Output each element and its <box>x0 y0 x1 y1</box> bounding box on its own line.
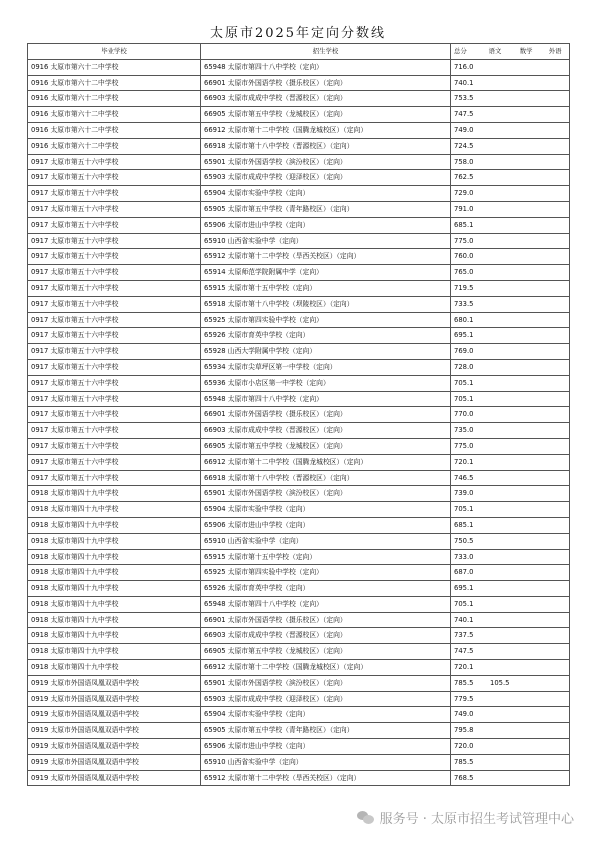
cell-scores <box>451 296 570 312</box>
cell-target: 65905 太原市第五中学校（青年路校区）（定向） <box>201 723 451 739</box>
table-header-row <box>28 44 570 60</box>
cell-school: 0919 太原市外国语凤凰双语中学校 <box>28 691 201 707</box>
table-row <box>28 170 570 186</box>
header-school: 毕业学校 <box>28 44 201 60</box>
cell-scores <box>451 486 570 502</box>
cell-target: 65915 太原市第十五中学校（定向） <box>201 280 451 296</box>
wechat-icon <box>357 811 374 824</box>
cell-school: 0919 太原市外国语凤凰双语中学校 <box>28 754 201 770</box>
cell-target: 65926 太原市育英中学校（定向） <box>201 581 451 597</box>
cell-total: 769.0 <box>454 347 474 356</box>
table-row <box>28 344 570 360</box>
cell-target: 65912 太原市第十二中学校（旱西关校区）（定向） <box>201 249 451 265</box>
cell-target: 65901 太原市外国语学校（滨汾校区）（定向） <box>201 675 451 691</box>
cell-scores <box>451 707 570 723</box>
watermark <box>357 808 574 827</box>
cell-total: 762.5 <box>454 173 474 182</box>
cell-school: 0917 太原市第五十六中学校 <box>28 249 201 265</box>
cell-school: 0918 太原市第四十九中学校 <box>28 644 201 660</box>
cell-total: 735.0 <box>454 426 474 435</box>
cell-total: 750.5 <box>454 536 474 545</box>
table-row <box>28 391 570 407</box>
cell-total: 737.5 <box>454 631 474 640</box>
cell-total: 785.5 <box>454 757 474 766</box>
cell-chinese: 105.5 <box>490 678 510 687</box>
cell-total: 779.5 <box>454 694 474 703</box>
cell-scores <box>451 549 570 565</box>
cell-school: 0918 太原市第四十九中学校 <box>28 581 201 597</box>
cell-total: 733.5 <box>454 299 474 308</box>
cell-target: 66905 太原市第五中学校（龙城校区）（定向） <box>201 644 451 660</box>
cell-scores <box>451 754 570 770</box>
cell-total: 768.5 <box>454 773 474 782</box>
cell-school: 0918 太原市第四十九中学校 <box>28 596 201 612</box>
cell-scores <box>451 502 570 518</box>
cell-school: 0917 太原市第五十六中学校 <box>28 407 201 423</box>
cell-target: 65948 太原市第四十八中学校（定向） <box>201 59 451 75</box>
cell-target: 65903 太原市成成中学校（迎泽校区）（定向） <box>201 170 451 186</box>
cell-school: 0917 太原市第五十六中学校 <box>28 186 201 202</box>
table-row <box>28 375 570 391</box>
cell-school: 0919 太原市外国语凤凰双语中学校 <box>28 707 201 723</box>
table-row <box>28 470 570 486</box>
cell-target: 66905 太原市第五中学校（龙城校区）（定向） <box>201 107 451 123</box>
table-row <box>28 691 570 707</box>
cell-school: 0918 太原市第四十九中学校 <box>28 612 201 628</box>
cell-school: 0917 太原市第五十六中学校 <box>28 375 201 391</box>
table-row <box>28 233 570 249</box>
table-row <box>28 59 570 75</box>
cell-scores <box>451 423 570 439</box>
table-row <box>28 581 570 597</box>
cell-target: 66918 太原市第十八中学校（晋源校区）（定向） <box>201 470 451 486</box>
cell-scores <box>451 517 570 533</box>
cell-scores <box>451 691 570 707</box>
cell-school: 0917 太原市第五十六中学校 <box>28 280 201 296</box>
cell-target: 65901 太原市外国语学校（滨汾校区）（定向） <box>201 486 451 502</box>
cell-total: 680.1 <box>454 315 474 324</box>
cell-total: 733.0 <box>454 552 474 561</box>
cell-school: 0918 太原市第四十九中学校 <box>28 549 201 565</box>
cell-scores <box>451 660 570 676</box>
table-row <box>28 502 570 518</box>
cell-school: 0919 太原市外国语凤凰双语中学校 <box>28 770 201 786</box>
cell-total: 695.1 <box>454 331 474 340</box>
cell-scores <box>451 533 570 549</box>
cell-total: 758.0 <box>454 157 474 166</box>
cell-total: 740.1 <box>454 615 474 624</box>
cell-school: 0918 太原市第四十九中学校 <box>28 486 201 502</box>
cell-school: 0916 太原市第六十二中学校 <box>28 59 201 75</box>
cell-target: 66903 太原市成成中学校（晋源校区）（定向） <box>201 91 451 107</box>
cell-scores <box>451 280 570 296</box>
cell-scores <box>451 344 570 360</box>
table-row <box>28 107 570 123</box>
cell-school: 0919 太原市外国语凤凰双语中学校 <box>28 739 201 755</box>
cell-scores <box>451 612 570 628</box>
table-row <box>28 675 570 691</box>
cell-target: 65910 山西省实验中学（定向） <box>201 533 451 549</box>
cell-school: 0917 太原市第五十六中学校 <box>28 217 201 233</box>
page-title: 太原市2025年定向分数线 <box>209 26 387 41</box>
cell-scores <box>451 186 570 202</box>
cell-target: 65934 太原市尖草坪区第一中学校（定向） <box>201 359 451 375</box>
cell-target: 66903 太原市成成中学校（晋源校区）（定向） <box>201 628 451 644</box>
cell-scores <box>451 770 570 786</box>
cell-school: 0917 太原市第五十六中学校 <box>28 233 201 249</box>
table-row <box>28 407 570 423</box>
cell-target: 66901 太原市外国语学校（摄乐校区）（定向） <box>201 407 451 423</box>
cell-target: 65906 太原市进山中学校（定向） <box>201 217 451 233</box>
cell-school: 0917 太原市第五十六中学校 <box>28 296 201 312</box>
cell-school: 0917 太原市第五十六中学校 <box>28 344 201 360</box>
cell-total: 695.1 <box>454 584 474 593</box>
cell-total: 685.1 <box>454 220 474 229</box>
table-row <box>28 739 570 755</box>
cell-scores <box>451 154 570 170</box>
cell-scores <box>451 170 570 186</box>
cell-school: 0916 太原市第六十二中学校 <box>28 91 201 107</box>
cell-school: 0916 太原市第六十二中学校 <box>28 138 201 154</box>
table-row <box>28 138 570 154</box>
table-row <box>28 754 570 770</box>
cell-total: 705.1 <box>454 378 474 387</box>
cell-total: 720.0 <box>454 742 474 751</box>
table-row <box>28 533 570 549</box>
cell-total: 719.5 <box>454 283 474 292</box>
table-row <box>28 91 570 107</box>
cell-target: 66901 太原市外国语学校（摄乐校区）（定向） <box>201 612 451 628</box>
cell-total: 749.0 <box>454 710 474 719</box>
cell-scores <box>451 233 570 249</box>
cell-scores <box>451 438 570 454</box>
cell-target: 65901 太原市外国语学校（滨汾校区）（定向） <box>201 154 451 170</box>
table-row <box>28 186 570 202</box>
cell-scores <box>451 470 570 486</box>
cell-total: 729.0 <box>454 189 474 198</box>
cell-scores <box>451 201 570 217</box>
cell-scores <box>451 107 570 123</box>
table-row <box>28 75 570 91</box>
cell-school: 0917 太原市第五十六中学校 <box>28 438 201 454</box>
table-row <box>28 296 570 312</box>
cell-scores <box>451 265 570 281</box>
cell-target: 66901 太原市外国语学校（摄乐校区）（定向） <box>201 75 451 91</box>
cell-school: 0919 太原市外国语凤凰双语中学校 <box>28 675 201 691</box>
cell-school: 0917 太原市第五十六中学校 <box>28 454 201 470</box>
cell-total: 749.0 <box>454 125 474 134</box>
cell-scores <box>451 644 570 660</box>
cell-school: 0917 太原市第五十六中学校 <box>28 265 201 281</box>
cell-school: 0917 太原市第五十六中学校 <box>28 359 201 375</box>
cell-target: 65928 山西大学附属中学校（定向） <box>201 344 451 360</box>
header-english: 外语 <box>548 47 562 55</box>
cell-total: 740.1 <box>454 78 474 87</box>
header-target: 招生学校 <box>201 44 451 60</box>
cell-target: 65915 太原市第十五中学校（定向） <box>201 549 451 565</box>
cell-school: 0917 太原市第五十六中学校 <box>28 154 201 170</box>
cell-target: 65948 太原市第四十八中学校（定向） <box>201 391 451 407</box>
header-chinese: 语文 <box>488 47 502 55</box>
cell-total: 720.1 <box>454 457 474 466</box>
cell-total: 705.1 <box>454 505 474 514</box>
cell-school: 0917 太原市第五十六中学校 <box>28 312 201 328</box>
cell-target: 66912 太原市第十二中学校（国腾龙城校区）（定向） <box>201 660 451 676</box>
table-row <box>28 328 570 344</box>
cell-total: 739.0 <box>454 489 474 498</box>
cell-scores <box>451 565 570 581</box>
cell-total: 753.5 <box>454 94 474 103</box>
cell-target: 66905 太原市第五中学校（龙城校区）（定向） <box>201 438 451 454</box>
cell-target: 65926 太原市育英中学校（定向） <box>201 328 451 344</box>
cell-scores <box>451 122 570 138</box>
table-row <box>28 565 570 581</box>
header-total: 总分 <box>454 47 467 55</box>
cell-scores <box>451 407 570 423</box>
cell-target: 65910 山西省实验中学（定向） <box>201 233 451 249</box>
cell-target: 65906 太原市进山中学校（定向） <box>201 517 451 533</box>
cell-target: 65904 太原市实验中学校（定向） <box>201 186 451 202</box>
cell-school: 0918 太原市第四十九中学校 <box>28 660 201 676</box>
table-row <box>28 280 570 296</box>
cell-target: 66912 太原市第十二中学校（国腾龙城校区）（定向） <box>201 454 451 470</box>
cell-target: 65912 太原市第十二中学校（旱西关校区）（定向） <box>201 770 451 786</box>
score-table <box>27 43 570 786</box>
cell-target: 65910 山西省实验中学（定向） <box>201 754 451 770</box>
cell-total: 775.0 <box>454 441 474 450</box>
table-row <box>28 517 570 533</box>
cell-total: 746.5 <box>454 473 474 482</box>
cell-target: 65948 太原市第四十八中学校（定向） <box>201 596 451 612</box>
cell-target: 65904 太原市实验中学校（定向） <box>201 707 451 723</box>
table-row <box>28 454 570 470</box>
header-math: 数学 <box>519 47 533 55</box>
cell-school: 0918 太原市第四十九中学校 <box>28 533 201 549</box>
cell-target: 65906 太原市进山中学校（定向） <box>201 739 451 755</box>
cell-school: 0916 太原市第六十二中学校 <box>28 122 201 138</box>
cell-school: 0916 太原市第六十二中学校 <box>28 107 201 123</box>
cell-target: 66912 太原市第十二中学校（国腾龙城校区）（定向） <box>201 122 451 138</box>
cell-target: 65925 太原市第四实验中学校（定向） <box>201 312 451 328</box>
table-row <box>28 486 570 502</box>
cell-total: 747.5 <box>454 647 474 656</box>
cell-school: 0918 太原市第四十九中学校 <box>28 502 201 518</box>
cell-scores <box>451 312 570 328</box>
table-row <box>28 154 570 170</box>
cell-scores <box>451 375 570 391</box>
cell-total: 724.5 <box>454 141 474 150</box>
cell-scores <box>451 217 570 233</box>
cell-scores <box>451 628 570 644</box>
cell-total: 785.5 <box>454 678 474 687</box>
cell-total: 775.0 <box>454 236 474 245</box>
table-row <box>28 265 570 281</box>
cell-target: 65936 太原市小店区第一中学校（定向） <box>201 375 451 391</box>
cell-scores <box>451 739 570 755</box>
cell-target: 65905 太原市第五中学校（青年路校区）（定向） <box>201 201 451 217</box>
table-body <box>28 59 570 786</box>
cell-total: 747.5 <box>454 110 474 119</box>
table-row <box>28 249 570 265</box>
cell-total: 705.1 <box>454 599 474 608</box>
watermark-text: 服务号 · 太原市招生考试管理中心 <box>379 812 574 827</box>
cell-scores <box>451 581 570 597</box>
cell-school: 0917 太原市第五十六中学校 <box>28 470 201 486</box>
cell-total: 705.1 <box>454 394 474 403</box>
cell-total: 770.0 <box>454 410 474 419</box>
cell-total: 760.0 <box>454 252 474 261</box>
cell-scores <box>451 91 570 107</box>
cell-school: 0918 太原市第四十九中学校 <box>28 565 201 581</box>
header-scores <box>451 44 570 60</box>
table-row <box>28 549 570 565</box>
cell-scores <box>451 675 570 691</box>
cell-school: 0918 太原市第四十九中学校 <box>28 628 201 644</box>
cell-target: 66903 太原市成成中学校（晋源校区）（定向） <box>201 423 451 439</box>
cell-total: 765.0 <box>454 268 474 277</box>
table-row <box>28 770 570 786</box>
cell-scores <box>451 596 570 612</box>
cell-target: 65914 太原师范学院附属中学（定向） <box>201 265 451 281</box>
cell-target: 65904 太原市实验中学校（定向） <box>201 502 451 518</box>
cell-school: 0919 太原市外国语凤凰双语中学校 <box>28 723 201 739</box>
cell-total: 791.0 <box>454 204 474 213</box>
table-row <box>28 723 570 739</box>
cell-target: 65925 太原市第四实验中学校（定向） <box>201 565 451 581</box>
cell-scores <box>451 391 570 407</box>
cell-total: 687.0 <box>454 568 474 577</box>
cell-target: 65903 太原市成成中学校（迎泽校区）（定向） <box>201 691 451 707</box>
table-row <box>28 660 570 676</box>
cell-school: 0917 太原市第五十六中学校 <box>28 391 201 407</box>
cell-total: 795.8 <box>454 726 474 735</box>
cell-school: 0918 太原市第四十九中学校 <box>28 517 201 533</box>
cell-school: 0917 太原市第五十六中学校 <box>28 328 201 344</box>
cell-total: 728.0 <box>454 362 474 371</box>
cell-school: 0917 太原市第五十六中学校 <box>28 201 201 217</box>
cell-scores <box>451 359 570 375</box>
cell-scores <box>451 249 570 265</box>
cell-total: 720.1 <box>454 663 474 672</box>
table-row <box>28 707 570 723</box>
table-row <box>28 628 570 644</box>
cell-school: 0916 太原市第六十二中学校 <box>28 75 201 91</box>
cell-school: 0917 太原市第五十六中学校 <box>28 170 201 186</box>
cell-scores <box>451 723 570 739</box>
table-row <box>28 423 570 439</box>
cell-total: 685.1 <box>454 520 474 529</box>
table-row <box>28 596 570 612</box>
cell-school: 0917 太原市第五十六中学校 <box>28 423 201 439</box>
table-row <box>28 122 570 138</box>
table-row <box>28 438 570 454</box>
cell-scores <box>451 59 570 75</box>
table-row <box>28 359 570 375</box>
cell-scores <box>451 75 570 91</box>
cell-scores <box>451 454 570 470</box>
cell-total: 716.0 <box>454 62 474 71</box>
table-row <box>28 612 570 628</box>
cell-target: 66918 太原市第十八中学校（晋源校区）（定向） <box>201 138 451 154</box>
table-row <box>28 217 570 233</box>
table-row <box>28 201 570 217</box>
table-row <box>28 312 570 328</box>
cell-target: 65918 太原市第十八中学校（坝陵校区）（定向） <box>201 296 451 312</box>
table-row <box>28 644 570 660</box>
cell-scores <box>451 328 570 344</box>
cell-scores <box>451 138 570 154</box>
